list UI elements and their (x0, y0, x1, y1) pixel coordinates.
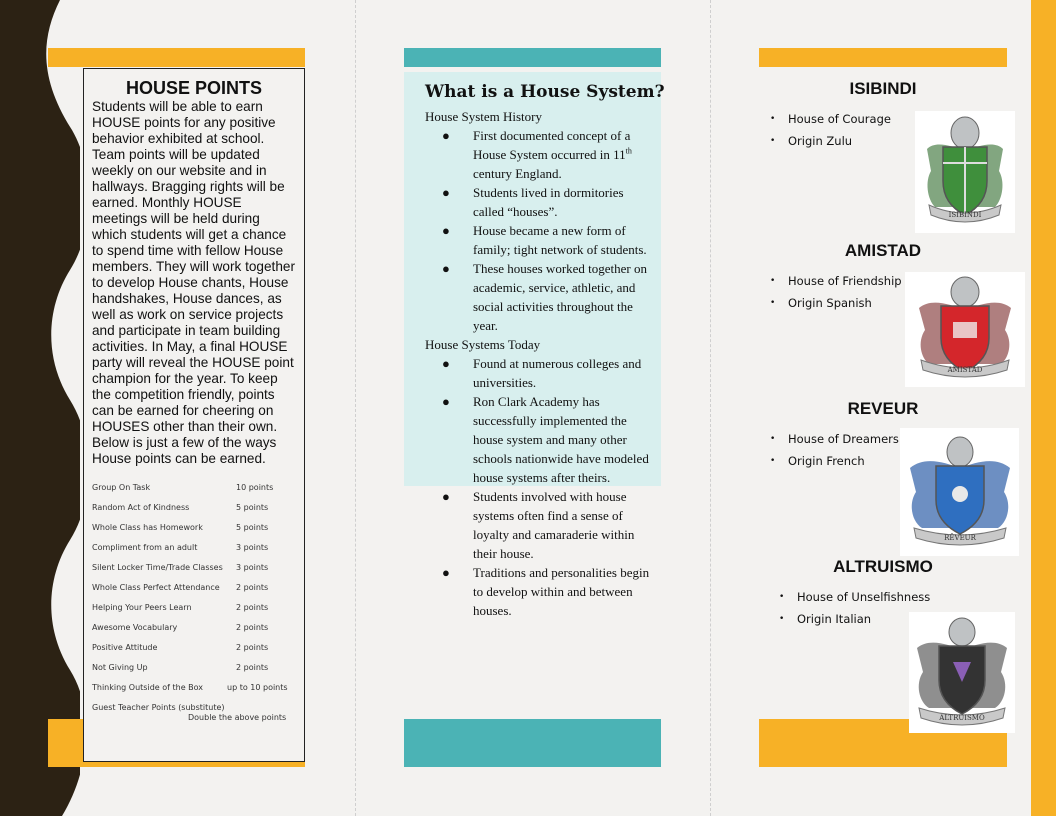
house-name-altruismo: ALTRUISMO (833, 557, 933, 576)
shield-icon (909, 612, 1015, 733)
list-item (425, 354, 650, 392)
today-text: Traditions and personalities begin to develop within and between houses. (473, 565, 650, 618)
reveur-crest (900, 428, 1019, 556)
house-meaning: House of Unselfishness (797, 590, 931, 604)
house-origin: Origin French (788, 454, 865, 468)
bullet-icon: ● (442, 185, 450, 200)
house-origin: Origin Zulu (788, 134, 853, 148)
bullet-icon: • (770, 114, 776, 124)
points-row (92, 601, 302, 621)
list-item (425, 392, 650, 487)
panel3-top-bar (759, 48, 1007, 67)
list-item (425, 221, 650, 259)
points-item-name: Whole Class has Homework (92, 523, 203, 532)
right-gold-bar (1031, 0, 1056, 816)
points-item-value: 5 points (236, 523, 269, 532)
list-item (770, 108, 891, 130)
points-item-name: Silent Locker Time/Trade Classes (92, 563, 223, 572)
crest-label: ISIBINDI (948, 211, 982, 219)
house-details-isibindi (770, 108, 891, 152)
points-row (92, 521, 302, 541)
points-row (92, 481, 302, 501)
shield-icon (905, 272, 1025, 387)
crest-label: AMISTAD (947, 366, 983, 374)
list-item (770, 270, 902, 292)
points-item-value: 2 points (236, 623, 269, 632)
bullet-icon: • (779, 592, 785, 602)
points-row (92, 681, 302, 701)
points-item-name: Group On Task (92, 483, 151, 492)
list-item (770, 428, 899, 450)
bullet-icon: ● (442, 261, 450, 276)
points-item-name: Random Act of Kindness (92, 503, 190, 512)
points-item-value: 2 points (236, 643, 269, 652)
list-item (779, 586, 930, 608)
points-item-value: 3 points (236, 563, 269, 572)
points-item-name: Not Giving Up (92, 663, 148, 672)
wave-border (0, 0, 80, 816)
points-item-name: Guest Teacher Points (substitute) (92, 703, 225, 712)
house-origin: Origin Spanish (788, 296, 872, 310)
points-item-name: Helping Your Peers Learn (92, 603, 192, 612)
history-text: House became a new form of family; tight network of students. (473, 223, 647, 257)
house-name-amistad: AMISTAD (844, 241, 922, 260)
isibindi-crest (915, 111, 1015, 233)
superscript: th (625, 146, 632, 156)
points-footnote: Double the above points (188, 713, 287, 722)
shield-icon (915, 111, 1015, 233)
list-item (425, 126, 650, 183)
house-points-title: HOUSE POINTS (125, 78, 263, 98)
panel1-top-bar (48, 48, 305, 67)
bullet-icon: ● (442, 565, 450, 580)
bullet-icon: • (770, 136, 776, 146)
points-item-value: up to 10 points (227, 683, 288, 692)
points-item-name: Thinking Outside of the Box (92, 683, 204, 692)
points-table (92, 481, 302, 721)
points-item-name: Positive Attitude (92, 643, 158, 652)
house-meaning: House of Dreamers (788, 432, 899, 446)
amistad-crest (905, 272, 1025, 387)
bullet-icon: • (770, 456, 776, 466)
list-item (425, 183, 650, 221)
today-text: Found at numerous colleges and universities. (473, 356, 642, 390)
history-text: Students lived in dormitories called “houses”. (473, 185, 624, 219)
house-system-title: What is a House System? (425, 82, 665, 102)
house-meaning: House of Courage (788, 112, 891, 126)
house-origin: Origin Italian (797, 612, 872, 626)
points-item-name: Compliment from an adult (92, 543, 198, 552)
points-row (92, 661, 302, 681)
list-item (425, 259, 650, 335)
bullet-icon: ● (442, 356, 450, 371)
points-item-value: 5 points (236, 503, 269, 512)
list-item (425, 563, 650, 620)
bullet-icon: • (770, 276, 776, 286)
today-list (425, 354, 650, 620)
points-item-value: 2 points (236, 603, 269, 612)
points-item-value: 10 points (236, 483, 274, 492)
house-name-reveur: REVEUR (847, 399, 919, 418)
bullet-icon: • (770, 298, 776, 308)
today-text: Students involved with house systems often find a sense of loyalty and camaraderie within their house. (473, 489, 635, 561)
bullet-icon: • (770, 434, 776, 444)
house-system-text (425, 107, 650, 620)
points-item-value: 2 points (236, 583, 269, 592)
history-list (425, 126, 650, 335)
bullet-icon: ● (442, 223, 450, 238)
points-item-value: 3 points (236, 543, 269, 552)
list-item (770, 130, 891, 152)
list-item (425, 487, 650, 563)
points-item-name: Whole Class Perfect Attendance (92, 583, 220, 592)
list-item (770, 292, 902, 314)
shield-icon (900, 428, 1019, 556)
history-text-end: century England. (473, 166, 562, 181)
bullet-icon: • (779, 614, 785, 624)
altruismo-crest (909, 612, 1015, 733)
points-row (92, 541, 302, 561)
points-row (92, 641, 302, 661)
house-details-amistad (770, 270, 902, 314)
list-item (770, 450, 899, 472)
bullet-icon: ● (442, 489, 450, 504)
today-text: Ron Clark Academy has successfully implemented the house system and many other schools nationwide have modeled house systems after theirs. (473, 394, 649, 485)
crest-label: ALTRUISMO (939, 714, 985, 722)
points-row (92, 581, 302, 601)
house-points-description: Students will be able to earn HOUSE points for any positive behavior exhibited at school. Team points will be updated weekly on our website and in hallways. Bragging rights will be earned. Monthly HOUSE meetings will be held during which students will get a chance to spend time with fellow House members. They will work together to develop House chants, House handshakes, House dances, as well as work on service projects and participate in team building activities. In May, a final HOUSE party will reveal the HOUSE point champion for the year. To keep the competition friendly, points can be earned for cheering on HOUSES other than their own. Below is just a few of the ways House points can be earned. (92, 99, 295, 466)
points-row (92, 561, 302, 581)
history-text: These houses worked together on academic, service, athletic, and social activities throughout the year. (473, 261, 648, 333)
fold-line-1 (355, 0, 356, 816)
points-item-value: 2 points (236, 663, 269, 672)
points-row (92, 501, 302, 521)
today-heading: House Systems Today (425, 337, 541, 352)
history-heading: House System History (425, 109, 542, 124)
panel2-top-bar (404, 48, 661, 67)
bullet-icon: ● (442, 128, 450, 143)
house-meaning: House of Friendship (788, 274, 902, 288)
list-item (779, 608, 930, 630)
crest-label: RÊVEUR (944, 534, 976, 542)
points-row (92, 621, 302, 641)
fold-line-2 (710, 0, 711, 816)
history-text: First documented concept of a House System occurred in 11 (473, 128, 631, 162)
bullet-icon: ● (442, 394, 450, 409)
house-details-altruismo (779, 586, 930, 630)
points-item-name: Awesome Vocabulary (92, 623, 178, 632)
house-name-isibindi: ISIBINDI (849, 79, 917, 98)
house-details-reveur (770, 428, 899, 472)
panel2-bottom-bar (404, 719, 661, 767)
